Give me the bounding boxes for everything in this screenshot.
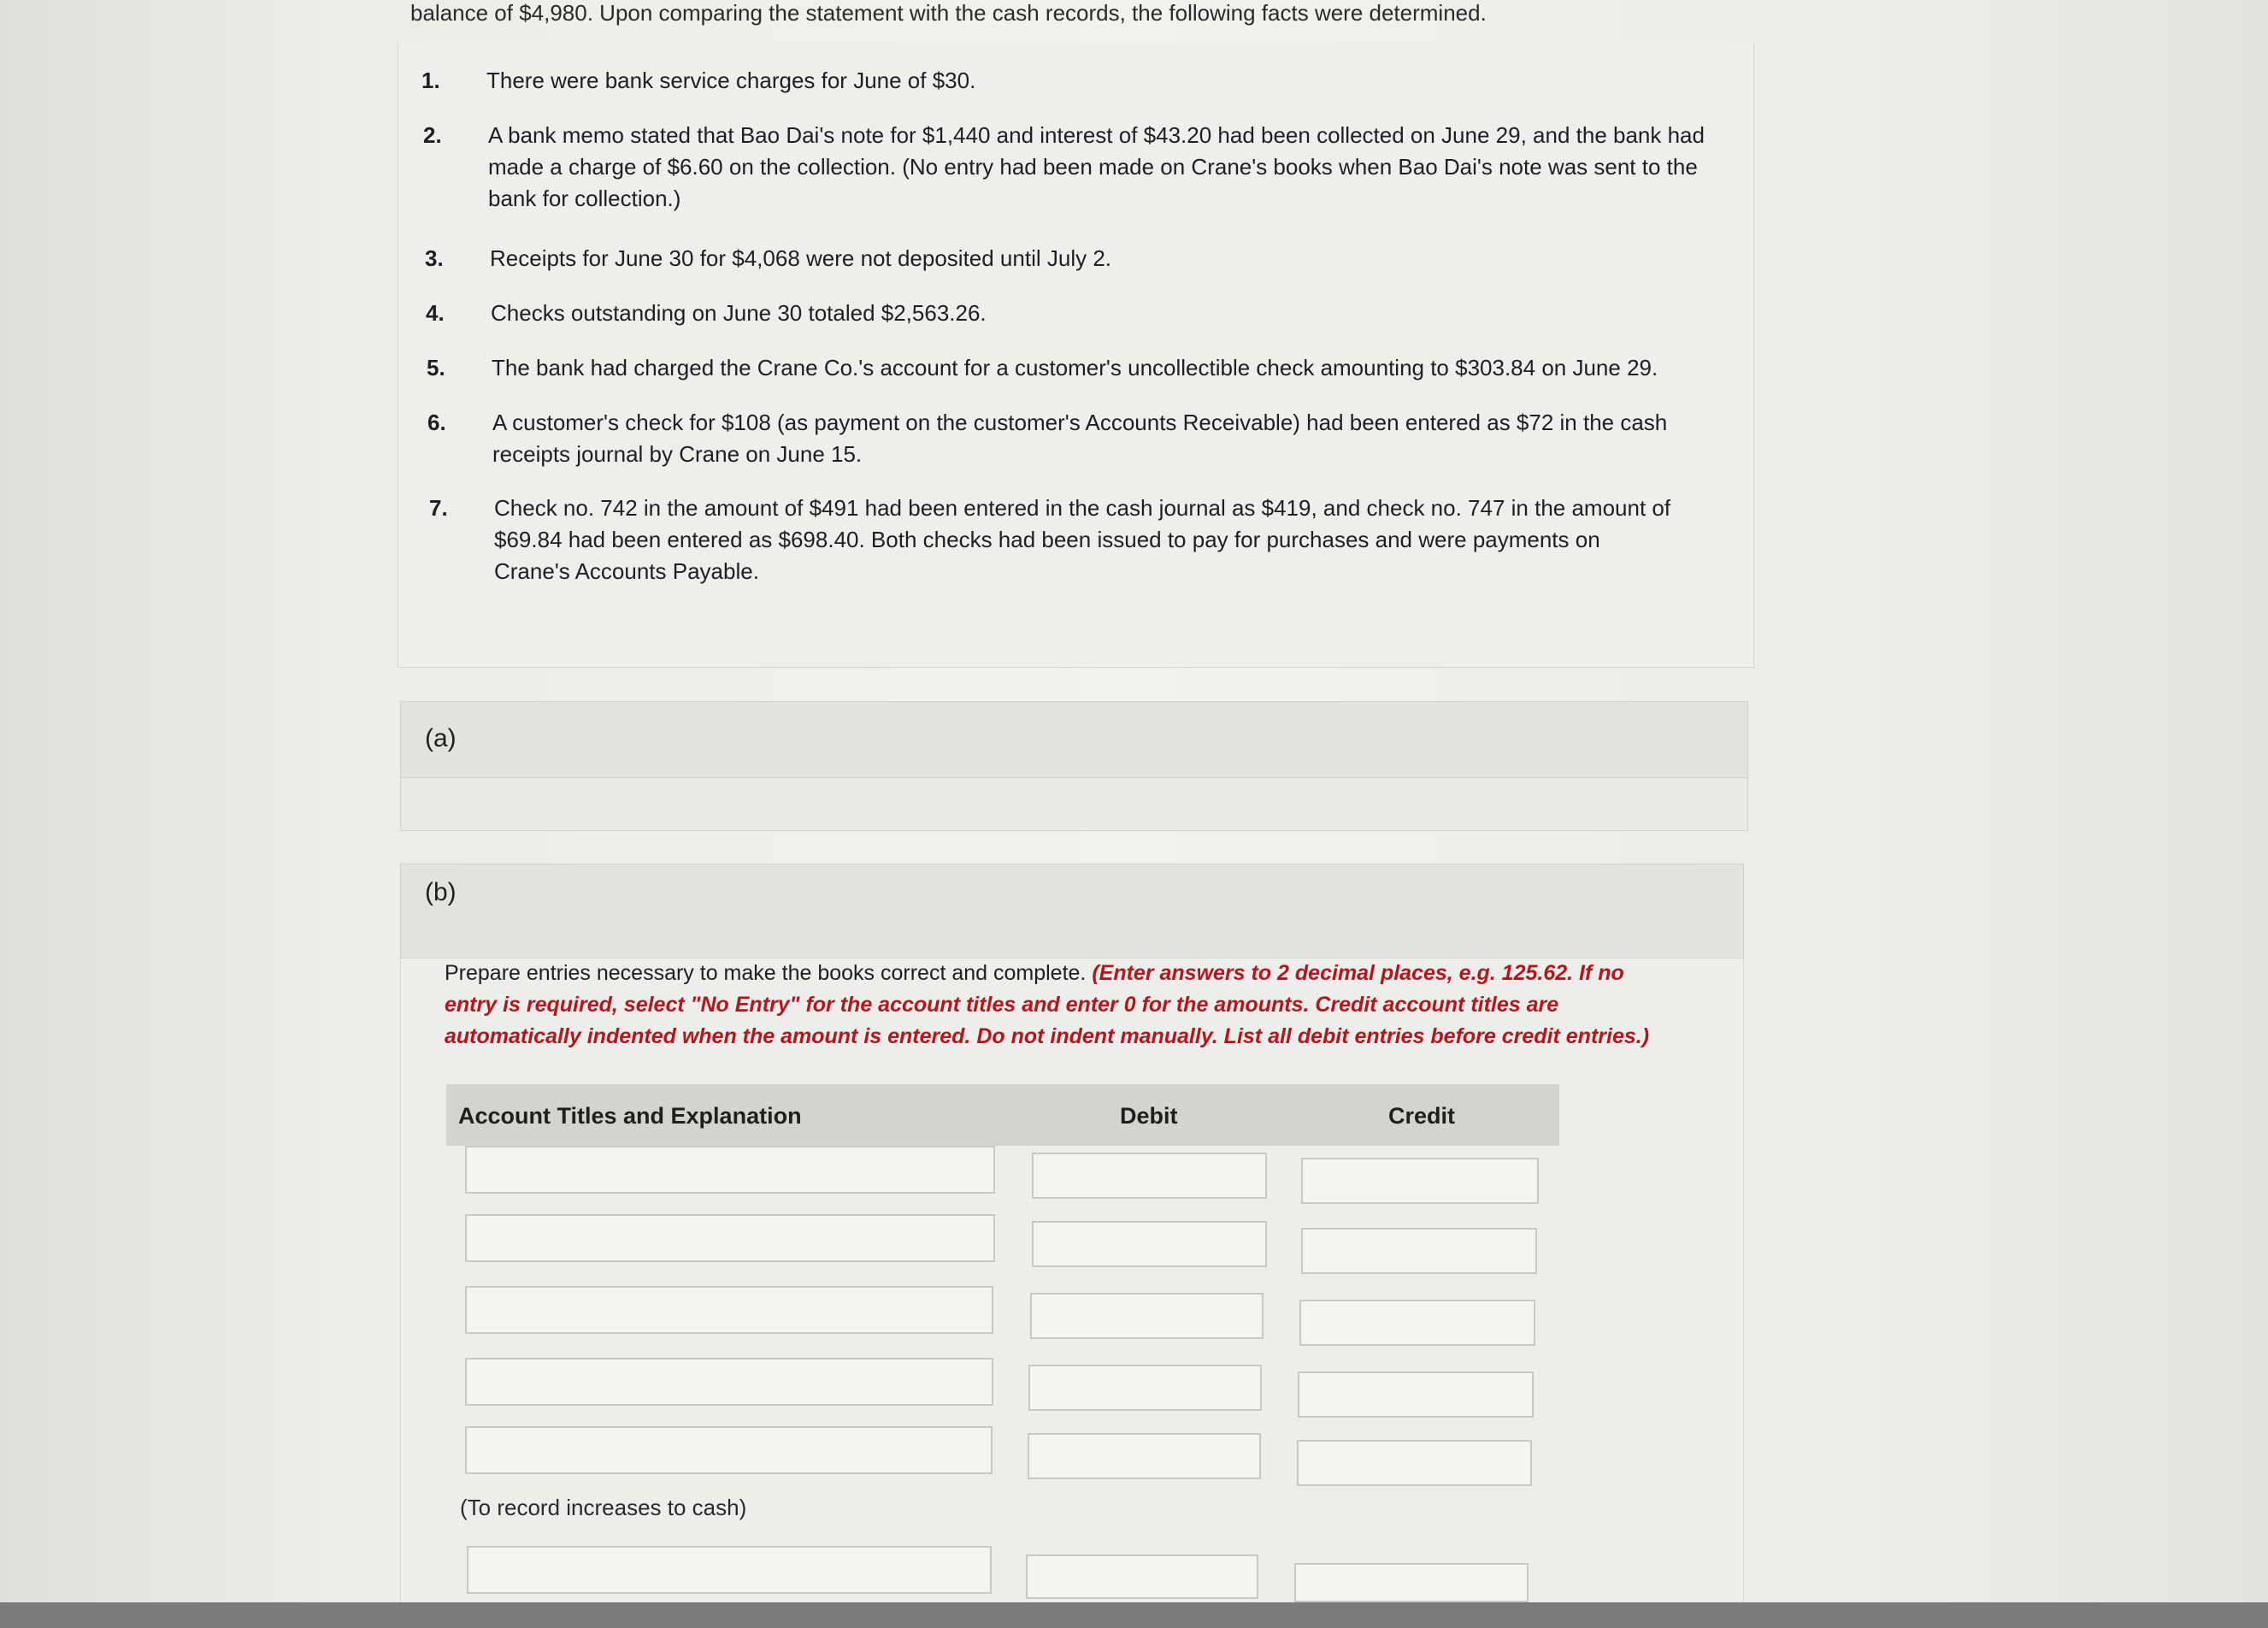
fact-text: A bank memo stated that Bao Dai's note for $1,440 and interest of $43.20 had been collected on June 29, and the bank had made a charge of $6.60 on the collection. (No entry had been made on Crane's books when Bao Dai's note was sent to the bank for collection.) (488, 122, 1705, 211)
credit-input[interactable] (1297, 1440, 1532, 1486)
fact-text: The bank had charged the Crane Co.'s account for a customer's uncollectible check amounting to $303.84 on June 29. (492, 355, 1658, 380)
column-header-credit: Credit (1388, 1103, 1456, 1129)
account-title-input[interactable] (467, 1546, 992, 1594)
fact-text: There were bank service charges for June of $30. (486, 68, 976, 93)
account-title-input[interactable] (465, 1286, 993, 1334)
fact-number: 6. (427, 410, 446, 435)
part-b-header (400, 864, 1744, 959)
debit-input[interactable] (1028, 1433, 1261, 1479)
column-header-debit: Debit (1120, 1103, 1178, 1129)
debit-input[interactable] (1028, 1365, 1262, 1411)
part-a-label: (a) (425, 724, 457, 752)
credit-input[interactable] (1301, 1158, 1539, 1204)
fact-number: 4. (426, 300, 445, 326)
account-title-input[interactable] (465, 1426, 993, 1474)
fact-number: 7. (429, 495, 448, 521)
fact-number: 3. (425, 245, 444, 271)
instructions (445, 958, 1667, 1053)
fact-number: 5. (427, 355, 445, 380)
debit-input[interactable] (1032, 1153, 1267, 1199)
account-title-input[interactable] (465, 1358, 993, 1406)
debit-input[interactable] (1032, 1221, 1267, 1267)
account-title-input[interactable] (465, 1146, 995, 1194)
credit-input[interactable] (1301, 1228, 1537, 1274)
column-header-account: Account Titles and Explanation (458, 1103, 802, 1129)
fact-text: A customer's check for $108 (as payment on the customer's Accounts Receivable) had been entered as $72 in the cash receipts journal by Crane on June 15. (492, 410, 1668, 467)
fact-number: 2. (423, 122, 442, 148)
problem-intro-text: balance of $4,980. Upon comparing the statement with the cash records, the following facts were determined. (410, 0, 1487, 26)
fact-number: 1. (421, 68, 440, 93)
part-b-label: (b) (425, 878, 457, 906)
instructions-note: (Enter answers to 2 decimal places, e.g. 125.62. If no entry is required, select "No Entry" for the account titles and enter 0 for the amounts. Credit account titles are automatically indented when the amount is entered. Do not indent manually. List all debit entries before credit entries.) (445, 961, 1650, 1048)
part-a-body (401, 777, 1747, 830)
journal-table-header (446, 1084, 1559, 1146)
account-title-input[interactable] (465, 1214, 995, 1262)
credit-input[interactable] (1299, 1300, 1535, 1346)
fact-text: Receipts for June 30 for $4,068 were not deposited until July 2. (490, 245, 1111, 271)
debit-input[interactable] (1026, 1554, 1258, 1599)
credit-input[interactable] (1298, 1371, 1534, 1418)
instructions-text: Prepare entries necessary to make the books correct and complete. (445, 961, 1093, 985)
fact-text: Check no. 742 in the amount of $491 had been entered in the cash journal as $419, and check no. 747 in the amount of $69.84 had been entered as $698.40. Both checks had been issued to pay for purchases and were payments on Crane's Accounts Payable. (494, 495, 1671, 584)
entry-explanation-note: (To record increases to cash) (460, 1495, 747, 1520)
fact-text: Checks outstanding on June 30 totaled $2,563.26. (491, 300, 987, 326)
credit-input[interactable] (1294, 1563, 1529, 1602)
debit-input[interactable] (1030, 1293, 1264, 1339)
screen-bottom-edge (0, 1602, 2268, 1628)
part-a-header[interactable] (400, 701, 1748, 831)
